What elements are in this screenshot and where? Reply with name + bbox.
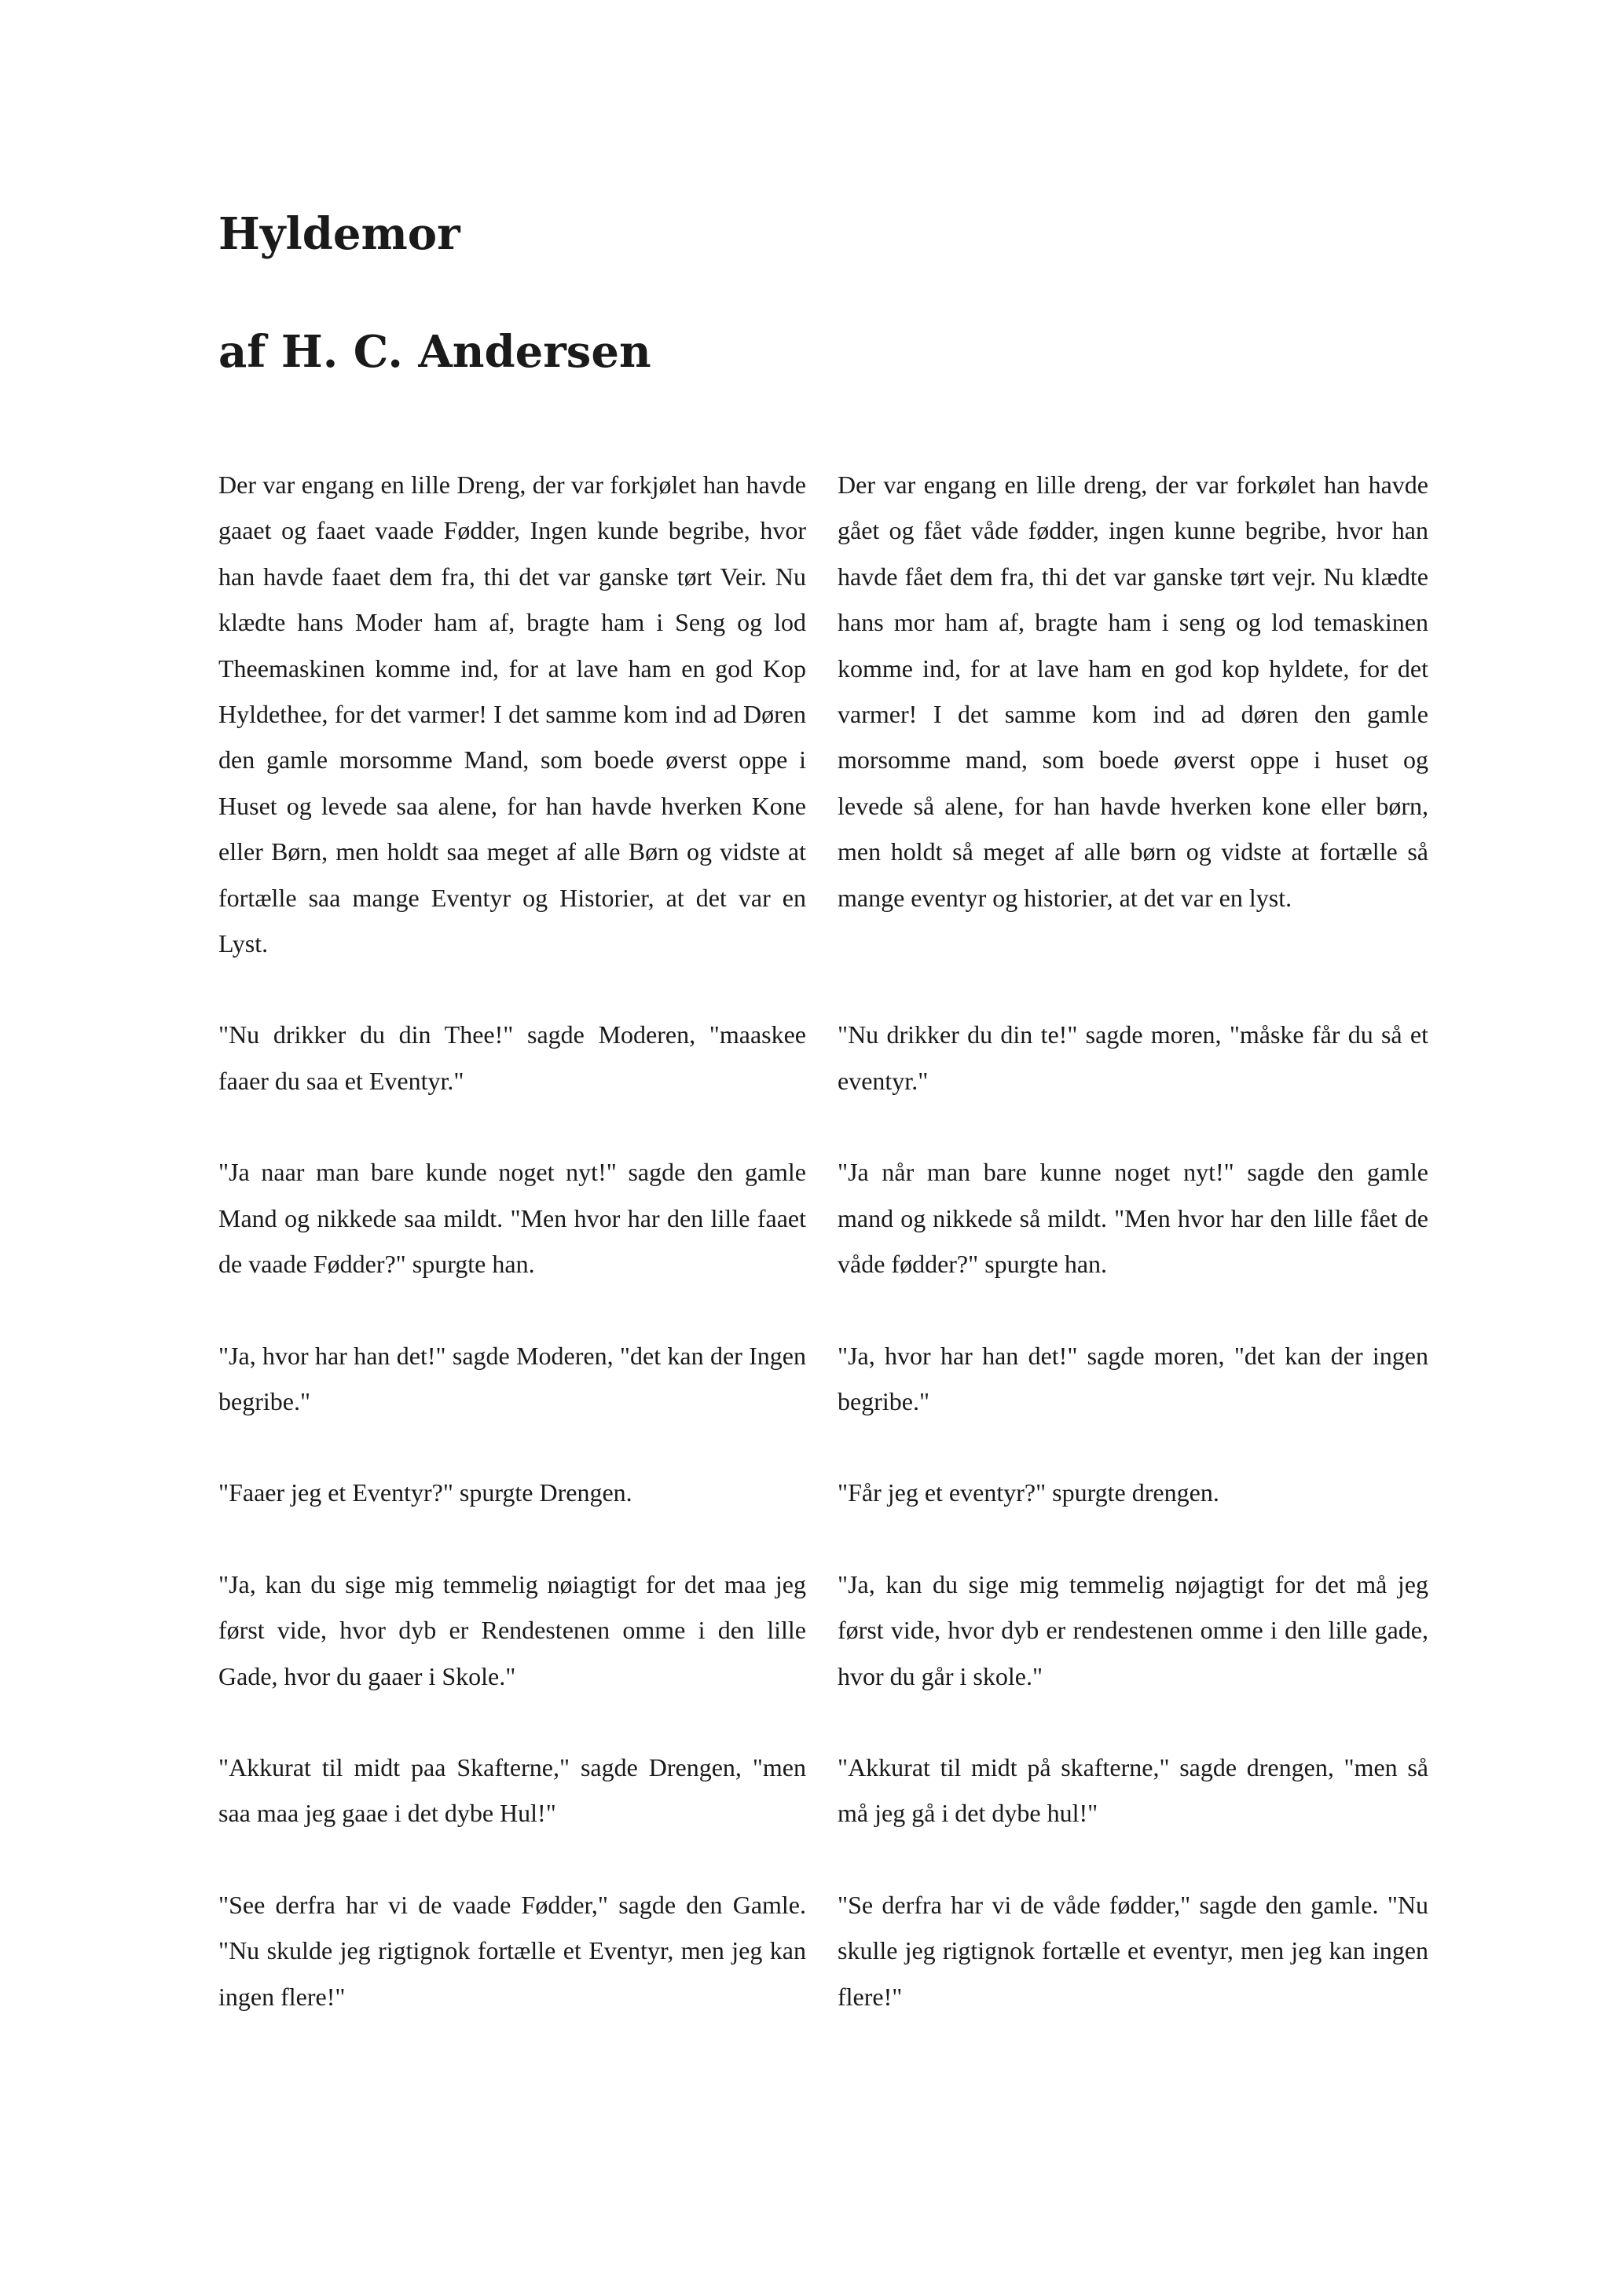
paragraph-pair (218, 462, 1428, 966)
paragraph-original: "See derfra har vi de vaade Fødder," sagde den Gamle. "Nu skulde jeg rigtignok fortælle et Eventyr, men jeg kan ingen flere!" (218, 1890, 806, 2011)
paragraph-pair (218, 1745, 1428, 1836)
paragraph-original: "Faaer jeg et Eventyr?" spurgte Drengen. (218, 1478, 632, 1507)
parallel-text (218, 462, 1428, 2065)
paragraph-pair (218, 1333, 1428, 1425)
paragraph-pair (218, 1562, 1428, 1699)
paragraph-pair (218, 1149, 1428, 1287)
paragraph-original: "Ja naar man bare kunde noget nyt!" sagde den gamle Mand og nikkede saa mildt. "Men hvor har den lille faaet de vaade Fødder?" spurgte han. (218, 1158, 806, 1279)
paragraph-original: "Akkurat til midt paa Skafterne," sagde Drengen, "men saa maa jeg gaae i det dybe Hul!" (218, 1752, 806, 1828)
paragraph-modern: "Ja, hvor har han det!" sagde moren, "det kan der ingen begribe." (838, 1341, 1428, 1415)
document-author: af H. C. Andersen (218, 326, 651, 378)
paragraph-original: Der var engang en lille Dreng, der var forkjølet han havde gaaet og faaet vaade Fødder, Ingen kunde begribe, hvor han havde faaet dem fra, thi det var ganske tørt Veir. Nu klædte hans Moder ham af, bragte ham i Seng og lod Theemaskinen komme ind, for at lave ham en god Kop Hyldethee, for det varmer! I det samme kom ind ad Døren den gamle morsomme Mand, som boede øverst oppe i Huset og levede saa alene, for han havde hverken Kone eller Børn, men holdt saa meget af alle Børn og vidste at fortælle saa mange Eventyr og Historier, at det var en Lyst. (218, 471, 806, 958)
paragraph-original: "Ja, hvor har han det!" sagde Moderen, "det kan der Ingen begribe." (218, 1341, 806, 1415)
paragraph-modern: "Se derfra har vi de våde fødder," sagde den gamle. "Nu skulle jeg rigtignok fortælle et eventyr, men jeg kan ingen flere!" (838, 1890, 1428, 2011)
document-title: Hyldemor (218, 208, 460, 260)
paragraph-pair (218, 1012, 1428, 1104)
paragraph-original: "Nu drikker du din Thee!" sagde Moderen, "maaskee faaer du saa et Eventyr." (218, 1020, 806, 1095)
paragraph-modern: "Ja, kan du sige mig temmelig nøjagtigt for det må jeg først vide, hvor dyb er rendestenen omme i den lille gade, hvor du går i skole." (838, 1569, 1428, 1690)
paragraph-pair (218, 1470, 1428, 1515)
paragraph-modern: "Nu drikker du din te!" sagde moren, "måske får du så et eventyr." (838, 1020, 1428, 1095)
paragraph-modern: "Ja når man bare kunne noget nyt!" sagde den gamle mand og nikkede så mildt. "Men hvor har den lille fået de våde fødder?" spurgte han. (838, 1158, 1428, 1279)
paragraph-modern: "Får jeg et eventyr?" spurgte drengen. (838, 1478, 1219, 1507)
paragraph-modern: Der var engang en lille dreng, der var forkølet han havde gået og fået våde fødder, ingen kunne begribe, hvor han havde fået dem fra, thi det var ganske tørt vejr. Nu klædte hans mor ham af, bragte ham i seng og lod temaskinen komme ind, for at lave ham en god kop hyldete, for det varmer! I det samme kom ind ad døren den gamle morsomme mand, som boede øverst oppe i huset og levede så alene, for han havde hverken kone eller børn, men holdt så meget af alle børn og vidste at fortælle så mange eventyr og historier, at det var en lyst. (838, 471, 1428, 912)
paragraph-modern: "Akkurat til midt på skafterne," sagde drengen, "men så må jeg gå i det dybe hul!" (838, 1752, 1428, 1828)
paragraph-original: "Ja, kan du sige mig temmelig nøiagtigt for det maa jeg først vide, hvor dyb er Rendestenen omme i den lille Gade, hvor du gaaer i Skole." (218, 1569, 806, 1690)
paragraph-pair (218, 1882, 1428, 2020)
